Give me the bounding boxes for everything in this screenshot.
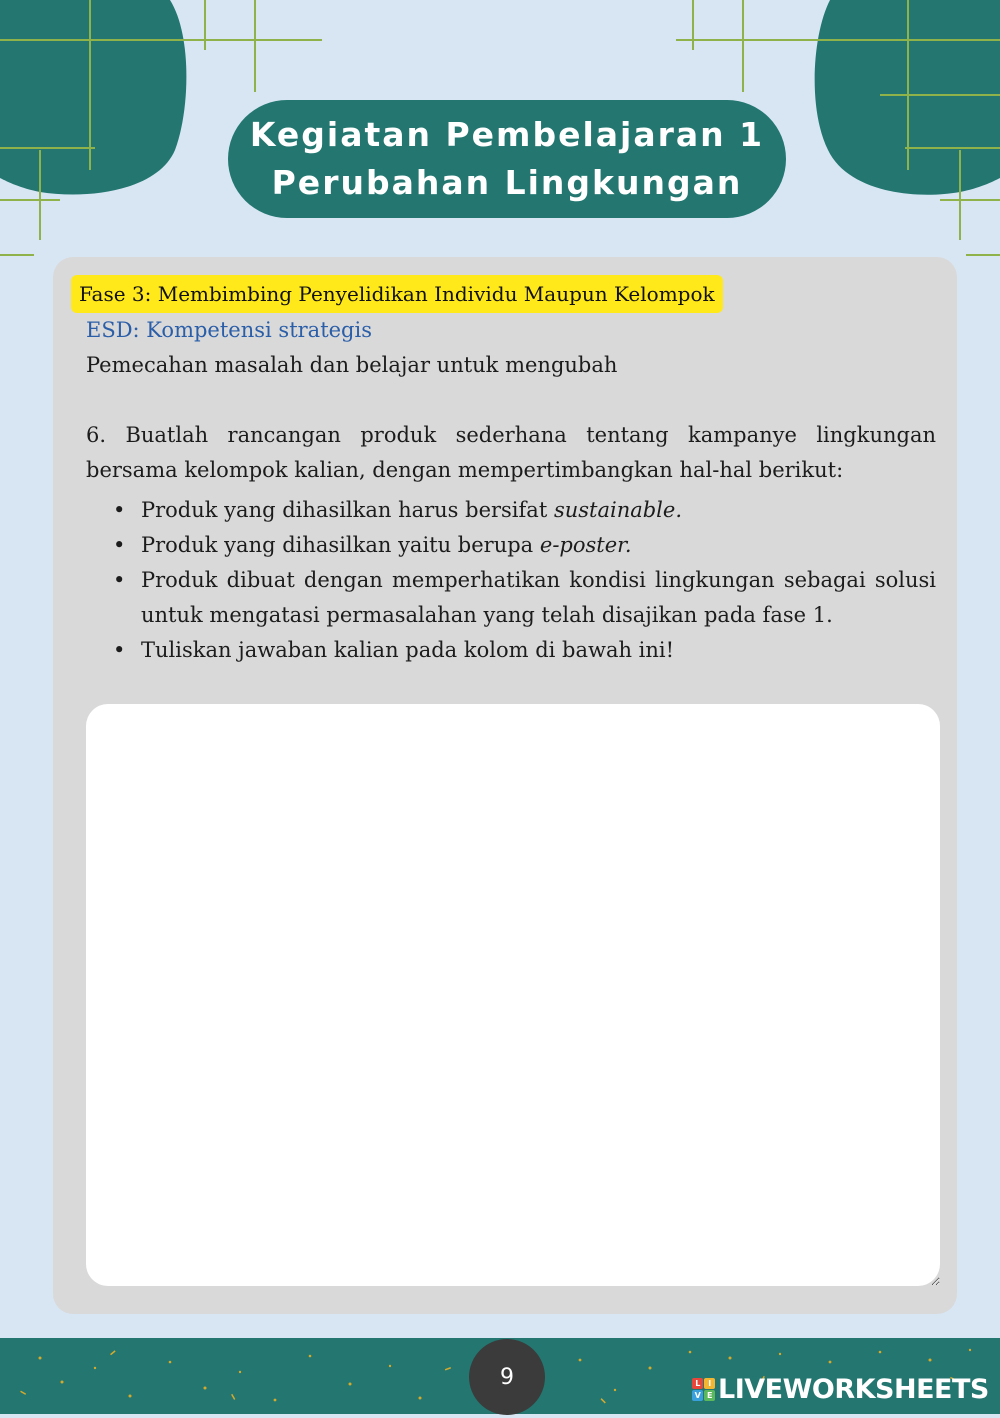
lesson-title-line1: Kegiatan Pembelajaran 1 [249, 115, 765, 154]
question-text: 6. Buatlah rancangan produk sederhana tentang kampanye lingkungan bersama kelompok kalian, dengan mempertimbangkan hal-hal berikut: [86, 423, 936, 482]
logo-letter: I [704, 1378, 715, 1389]
logo-letter: V [692, 1390, 703, 1401]
list-item-italic: sustainable. [553, 498, 682, 522]
list-item-text: Produk yang dihasilkan yaitu berupa [141, 533, 540, 557]
top-left-blob [0, 0, 186, 195]
esd-subtitle: Pemecahan masalah dan belajar untuk mengubah [86, 353, 618, 377]
lesson-title-banner [228, 100, 786, 218]
list-item-text: Produk yang dihasilkan harus bersifat [141, 498, 554, 522]
list-item-text: Tuliskan jawaban kalian pada kolom di bawah ini! [141, 638, 675, 662]
list-item [110, 563, 936, 633]
logo-letter: L [692, 1378, 703, 1389]
lesson-title-line2: Perubahan Lingkungan [271, 163, 743, 202]
list-item-italic: e-poster. [539, 533, 632, 557]
answer-box[interactable] [86, 704, 940, 1286]
esd-label: ESD: Kompetensi strategis [86, 318, 372, 342]
list-item [110, 493, 936, 528]
list-item-text: Produk dibuat dengan memperhatikan kondisi lingkungan sebagai solusi untuk mengatasi permasalahan yang telah disajikan pada fase 1. [141, 568, 936, 627]
liveworksheets-brand [692, 1372, 989, 1406]
liveworksheets-logo-icon [692, 1378, 715, 1401]
list-item [110, 633, 936, 668]
phase-label: Fase 3: Membimbing Penyelidikan Individu Maupun Kelompok [71, 275, 723, 313]
brand-text: LIVEWORKSHEETS [718, 1373, 989, 1405]
list-item [110, 528, 936, 563]
page-number: 9 [469, 1339, 545, 1415]
instruction-list [110, 493, 936, 668]
logo-letter: E [704, 1390, 715, 1401]
